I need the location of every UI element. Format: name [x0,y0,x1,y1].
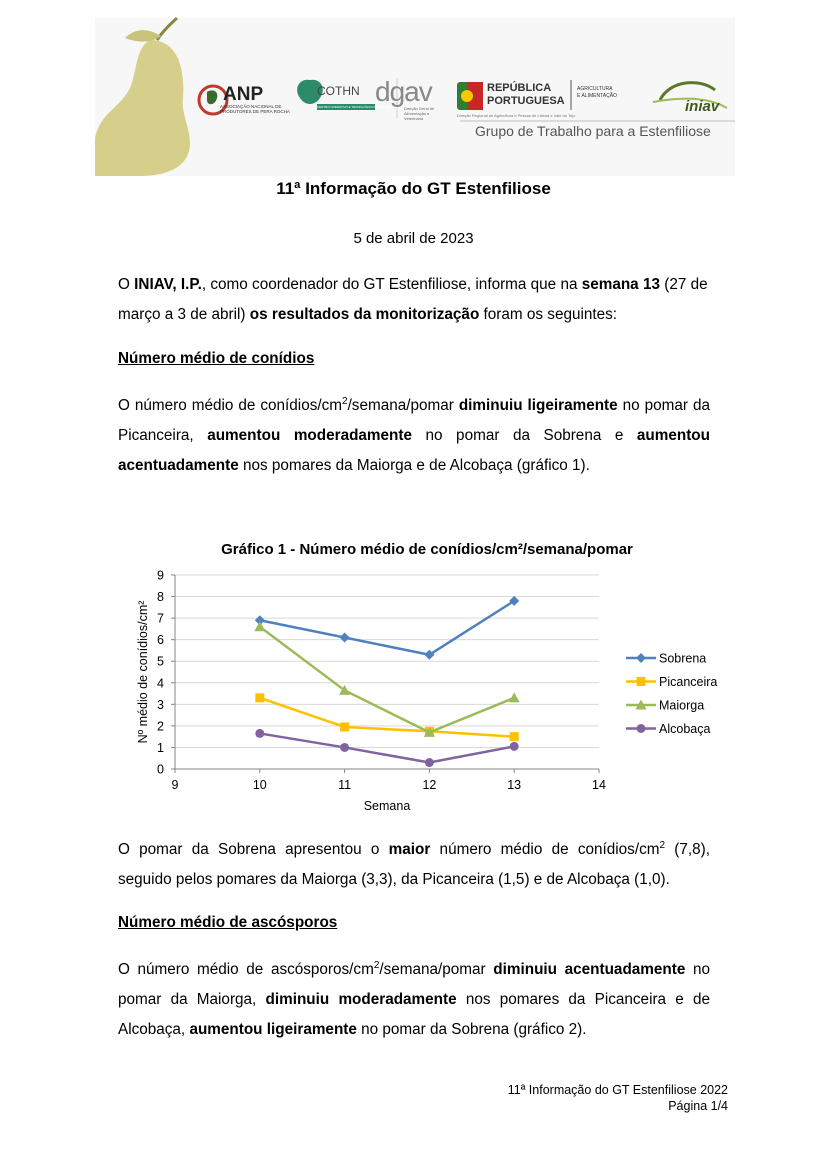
y-tick-label: 5 [157,654,164,669]
x-tick-label: 14 [592,778,606,792]
page-footer [508,1082,728,1114]
x-axis-label: Semana [363,799,411,813]
y-tick-label: 1 [157,740,164,755]
legend-label-sobrena: Sobrena [659,651,707,666]
iniav-logo-text: iniav [685,98,720,115]
data-point-alcobaca [340,743,349,752]
legend-marker-picanceira [637,677,646,686]
x-tick-label: 13 [507,778,522,792]
drap-text: Direção Regional de Agricultura e Pescas de Lisboa e Vale do Tejo [457,113,576,118]
y-tick-label: 9 [157,568,164,583]
x-tick-label: 9 [171,778,179,792]
y-tick-label: 6 [157,633,164,648]
series-line-sobrena [260,601,514,655]
chart-title: Gráfico 1 - Número médio de conídios/cm²/semana/pomar [221,541,633,558]
legend-label-maiorga: Maiorga [659,698,705,713]
x-tick-label: 10 [252,778,267,792]
legend-label-picanceira: Picanceira [659,675,718,689]
document-title: 11ª Informação do GT Estenfiliose [276,179,551,198]
y-tick-label: 0 [157,762,164,777]
y-tick-label: 7 [157,611,164,626]
conidios-summary-paragraph: O pomar da Sobrena apresentou o maior número médio de conídios/$cm^2$ (7,8), seguido pelos pomares da Maiorga (3,3), da Picanceira (1,5) e de Alcobaça (1,0). [118,839,710,888]
data-point-sobrena [340,633,350,643]
y-tick-label: 8 [157,590,164,605]
header-banner [95,18,735,176]
intro-paragraph: O INIAV, I.P., como coordenador do GT Estenfiliose, informa que na semana 13 (27 de março a 3 de abril) os resultados da monitorização foram os seguintes: [118,276,708,323]
republica-line-1: REPÚBLICA [487,82,552,94]
legend-label-alcobaca: Alcobaça [659,722,711,736]
data-point-picanceira [510,732,519,741]
data-point-alcobaca [510,742,519,751]
group-label: Grupo de Trabalho para a Estenfiliose [475,123,711,139]
series-line-alcobaca [260,733,514,762]
cothn-logo-text: COTHN [317,84,360,98]
legend-marker-sobrena [636,653,646,663]
ascosporos-paragraph: O número médio de ascósporos/$cm^2/semana$/pomar diminuiu acentuadamente no pomar da Maiorga, diminuiu moderadamente nos pomares da Picanceira e de Alcobaça, aumentou ligeiramente no pomar da Sobrena (gráfico 2). [118,959,711,1038]
cothn-logo-subtext: CENTRO OPERATIVO E TECNOLÓGICO HORTOFRUTÍCOLA NACIONAL [317,105,419,109]
data-point-alcobaca [255,729,264,738]
data-point-maiorga [509,692,520,702]
anp-logo-subtext: ASSOCIAÇÃO NACIONAL DE PRODUTORES DE PERA ROCHA [220,104,290,114]
x-tick-label: 12 [422,778,437,792]
section-heading-ascosporos: Número médio de ascósporos [118,914,338,931]
legend-marker-alcobaca [637,724,646,733]
series-line-picanceira [260,698,514,737]
data-point-picanceira [340,722,349,731]
footer-title: 11ª Informação do GT Estenfiliose 2022 [507,1083,728,1097]
data-point-maiorga [254,621,265,631]
x-tick-label: 11 [338,778,352,792]
section-heading-conidios: Número médio de conídios [118,350,315,367]
anp-logo-text: ANP [223,84,264,105]
footer-page-number: Página 1/4 [668,1099,728,1113]
series-line-maiorga [260,627,514,733]
dgav-logo-subtext: Direção Geral de Alimentação e Veterinária [404,106,435,121]
document-date: 5 de abril de 2023 [353,230,474,247]
agricultura-line-1: AGRICULTURA [577,86,613,92]
republica-line-2: PORTUGUESA [487,95,565,107]
y-tick-label: 3 [157,697,164,712]
y-tick-label: 4 [157,676,164,691]
dgav-logo-text: dgav [375,76,432,107]
y-axis-label: Nº médio de conídios/cm² [136,600,150,744]
conidios-line-chart [130,535,730,820]
y-tick-label: 2 [157,719,164,734]
conidios-paragraph: O número médio de conídios/$cm^2/semana$/pomar diminuiu ligeiramente no pomar da Picanceira, aumentou moderadamente no pomar da Sobrena e aumentou acentuadamente nos pomares da Maiorga e de Alcobaça (gráfico 1). [118,395,710,474]
agricultura-line-2: E ALIMENTAÇÃO [577,93,617,99]
data-point-alcobaca [425,758,434,767]
data-point-picanceira [255,693,264,702]
